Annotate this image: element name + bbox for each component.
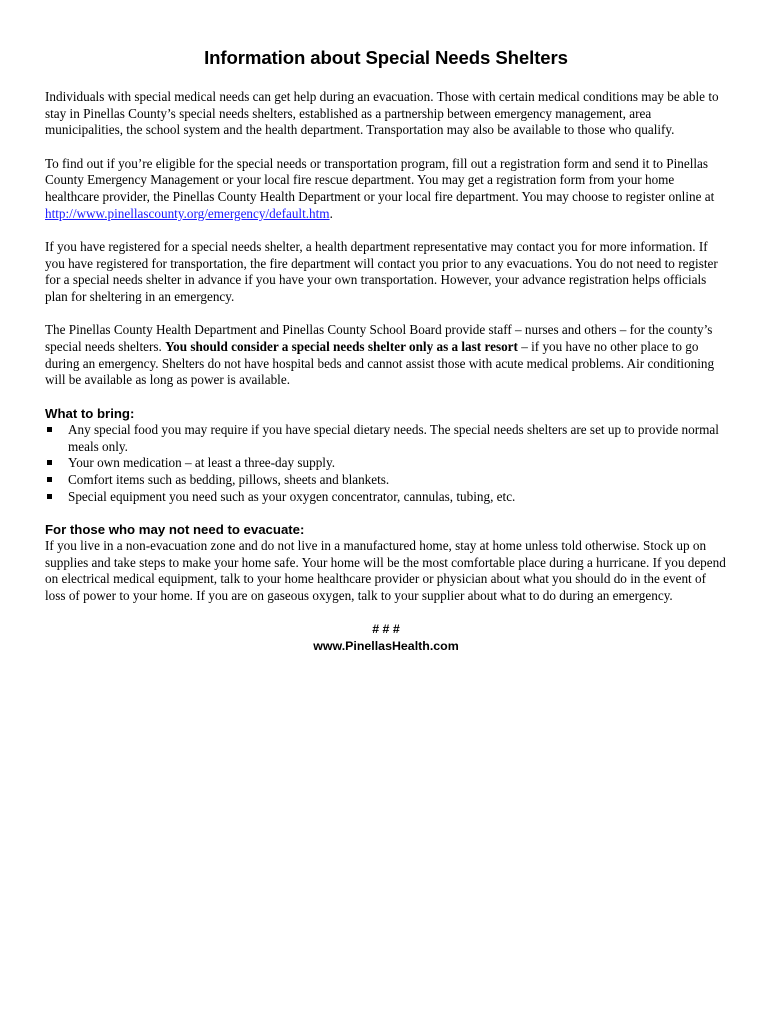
list-item [45, 472, 727, 489]
list-item-text: Any special food you may require if you have special dietary needs. The special needs shelters are set up to provide normal meals only. [68, 422, 719, 454]
footer-website: www.PinellasHealth.com [313, 638, 459, 653]
bullet-square-icon [47, 494, 52, 499]
intro-paragraph: Individuals with special medical needs can get help during an evacuation. Those with certain medical conditions may be able to stay in Pinellas County’s special needs shelters, established as a partnership between emergency management, area municipalities, the school system and the health department. Transportation may also be available to those who qualify. [45, 89, 719, 138]
list-item-text: Special equipment you need such as your oxygen concentrator, cannulas, tubing, etc. [68, 488, 516, 504]
what-to-bring-heading: What to bring: [45, 405, 135, 421]
registration-text-end: . [329, 205, 333, 221]
list-item [45, 489, 727, 506]
no-evacuate-paragraph: If you live in a non-evacuation zone and do not live in a manufactured home, stay at home unless told otherwise. Stock up on supplies and take steps to make your home safe. Your home will be the most comfortable place during a hurricane. If you depend on electrical medical equipment, talk to your home healthcare provider or physician about what you should do in the event of loss of power to your home. If you are on gaseous oxygen, talk to your supplier about what to do during an emergency. [45, 538, 726, 604]
list-item [45, 455, 727, 472]
list-item [45, 422, 727, 455]
end-mark: # # # [372, 622, 400, 637]
list-item-text: Comfort items such as bedding, pillows, sheets and blankets. [68, 472, 390, 488]
staff-text-end: – if you have no other place to go during an emergency. Shelters do not have hospital beds and cannot assist those with acute medical problems. Air conditioning will be available as long as power is available. [45, 338, 715, 388]
bullet-square-icon [47, 460, 52, 465]
list-item-text: Your own medication – at least a three-day supply. [68, 455, 335, 471]
staff-paragraph [45, 322, 727, 389]
registration-paragraph [45, 156, 727, 223]
last-resort-warning: You should consider a special needs shelter only as a last resort [165, 338, 518, 354]
document-page [45, 46, 727, 654]
no-evacuate-heading: For those who may not need to evacuate: [45, 521, 305, 537]
registration-link[interactable]: http://www.pinellascounty.org/emergency/default.htm [45, 205, 330, 221]
what-to-bring-list [45, 422, 727, 506]
page-title: Information about Special Needs Shelters [204, 47, 568, 68]
bullet-square-icon [47, 477, 52, 482]
contact-paragraph: If you have registered for a special needs shelter, a health department representative may contact you for more information. If you have registered for transportation, the fire department will contact you prior to any evacuations. You do not need to register for a special needs shelter in advance if you have your own transportation. However, your advance registration helps officials plan for sheltering in an emergency. [45, 238, 718, 305]
staff-text: The Pinellas County Health Department and Pinellas County School Board provide staff – nurses and others – for the county’s special needs shelters. [45, 322, 713, 354]
bullet-square-icon [47, 427, 52, 432]
registration-text: To find out if you’re eligible for the special needs or transportation program, fill out a registration form and send it to Pinellas County Emergency Management or your local fire rescue department. You may get a registration form from your home healthcare provider, the Pinellas County Health Department or your local fire department. You may choose to register online at [45, 155, 715, 205]
